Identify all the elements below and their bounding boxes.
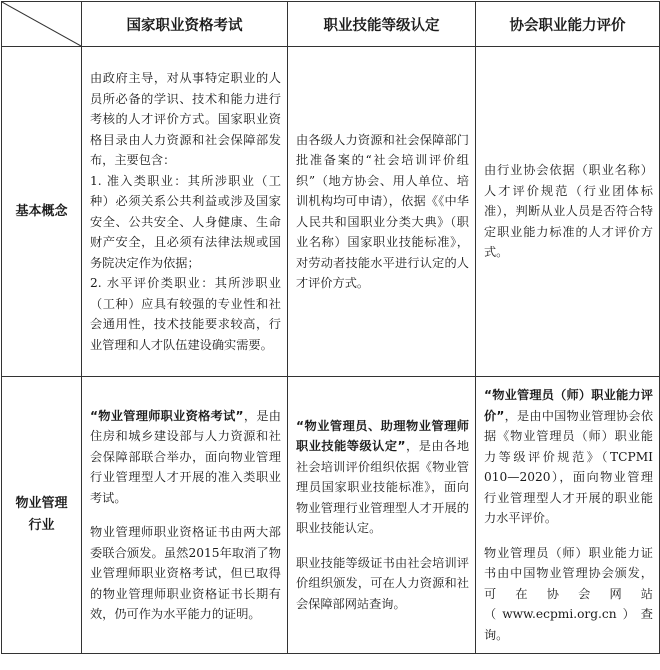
row-label-property-management: 物业管理 行业	[2, 377, 82, 654]
evaluation-name: “物业管理员（师）职业能力评价”	[484, 388, 653, 423]
cell-property-association-evaluation: “物业管理员（师）职业能力评价”，是由中国物业管理协会依据《物业管理员（师）职业能力等级评价规范》（TCPMI 010—2020），面向物业管理行业管理型人才开展的职业能力水平评价。 物业管理员（师）职业能力证书由中国物业管理协会颁发，可在协会网站（www.ecpmi.org.cn）查询。	[476, 377, 660, 654]
header-association-ability-evaluation: 协会职业能力评价	[476, 2, 660, 47]
table-row	[2, 47, 660, 377]
concept-item-access-type: 1. 准入类职业：其所涉职业（工种）必须关系公共利益或涉及国家安全、公共安全、人身健康、生命财产安全，且必须有法律法规或国务院决定作为依据；	[90, 173, 281, 270]
header-skill-level-certification: 职业技能等级认定	[288, 2, 476, 47]
table-row	[2, 377, 660, 654]
cell-skill-certification-concept: 由各级人力资源和社会保障部门批准备案的“社会培训评价组织”（地方协会、用人单位、培训机构均可申请），依据《《中华人民共和国职业分类大典》（职业名称）国家职业技能标准》，对劳动者技能水平进行认定的人才评价方式。	[288, 47, 476, 377]
corner-cell	[2, 2, 82, 47]
cell-national-exam-concept	[82, 47, 288, 377]
cell-property-skill-certification: “物业管理员、助理物业管理师职业技能等级认定”，是由各地社会培训评价组织依据《物业管理员国家职业技能标准》，面向物业管理行业管理型人才开展的职业技能认定。 职业技能等级证书由社会培训评价组织颁发，可在人力资源和社会保障部网站查询。	[288, 377, 476, 654]
header-national-qualification-exam: 国家职业资格考试	[82, 2, 288, 47]
concept-intro: 由政府主导，对从事特定职业的人员所必备的学识、技术和能力进行考核的人才评价方式。国家职业资格目录由人力资源和社会保障部发布，主要包含：	[90, 71, 281, 167]
exam-certificate-note: 物业管理师职业资格证书由两大部委联合颁发。虽然2015年取消了物业管理师职业资格考试，但已取得的物业管理师职业资格证书长期有效，仍可作为水平能力的证明。	[90, 525, 281, 621]
evaluation-certificate-note: 物业管理员（师）职业能力证书由中国物业管理协会颁发，可在协会网站（www.ecpmi.org.cn）查询。	[484, 545, 653, 642]
cell-association-evaluation-concept: 由行业协会依据（职业名称）人才评价规范（行业团体标准），判断从业人员是否符合特定职业能力标准的人才评价方式。	[476, 47, 660, 377]
header-row	[2, 2, 660, 47]
exam-name: “物业管理师职业资格考试”	[90, 408, 244, 423]
certification-name: “物业管理员、助理物业管理师职业技能等级认定”	[296, 418, 469, 454]
certification-certificate-note: 职业技能等级证书由社会培训评价组织颁发，可在人力资源和社会保障部网站查询。	[296, 555, 469, 611]
row-label-basic-concept: 基本概念	[2, 47, 82, 377]
comparison-table	[1, 1, 660, 654]
concept-item-level-evaluation-type: 2. 水平评价类职业：其所涉职业（工种）应具有较强的专业性和社会通用性，技术技能要求较高，行业管理和人才队伍建设确实需要。	[90, 276, 281, 352]
diagonal-divider	[2, 2, 81, 46]
cell-property-national-exam: “物业管理师职业资格考试”，是由住房和城乡建设部与人力资源和社会保障部联合举办，面向物业管理行业管理型人才开展的准入类职业考试。 物业管理师职业资格证书由两大部委联合颁发。虽然2015年取消了物业管理师职业资格考试，但已取得的物业管理师职业资格证书长期有效，仍可作为水平能力的证明。	[82, 377, 288, 654]
